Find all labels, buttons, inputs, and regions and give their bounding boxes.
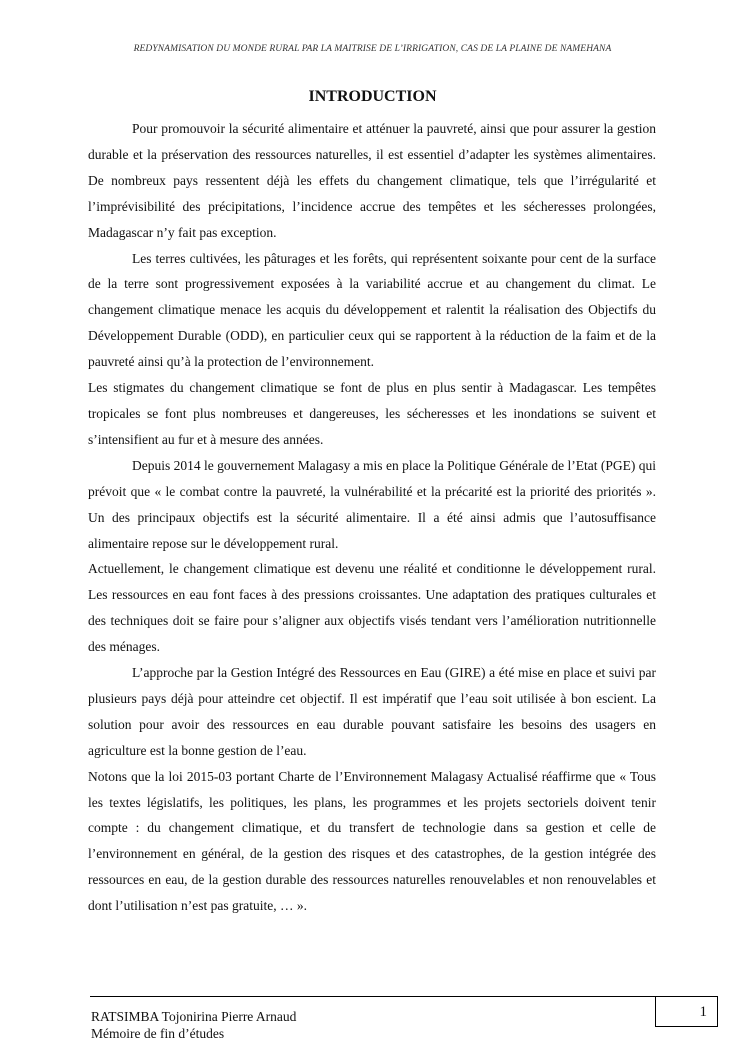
paragraph: Depuis 2014 le gouvernement Malagasy a mis en place la Politique Générale de l’Etat (PGE) qui prévoit que « le combat contre la pauvreté, la vulnérabilité et la précarité est la priorité des priorités ». Un des principaux objectifs est la sécurité alimentaire. Il a été ainsi admis que l’autosuffisance alimentaire repose sur le développement rural. (88, 457, 656, 551)
page-number: 1 (655, 996, 718, 1027)
paragraph: L’approche par la Gestion Intégré des Ressources en Eau (GIRE) a été mise en place et suivi par plusieurs pays déjà pour atteindre cet objectif. Il est impératif que l’eau soit utilisée à bon escient. La solution pour avoir des ressources en eau durable pouvant satisfaire les besoins des usagers en agriculture est la bonne gestion de l’eau. (88, 665, 656, 758)
section-title: INTRODUCTION (308, 88, 437, 105)
footer-author: RATSIMBA Tojonirina Pierre Arnaud (91, 1009, 297, 1024)
footer-document-type: Mémoire de fin d’études (91, 1026, 225, 1041)
paragraph: Les terres cultivées, les pâturages et les forêts, qui représentent soixante pour cent de la surface de la terre sont progressivement exposées à la variabilité accrue et au changement du climat. Le changement climatique menace les acquis du développement et ralentit la réalisation des Objectifs du Développement Durable (ODD), en particulier ceux qui se rapportent à la réduction de la faim et de la pauvreté ainsi qu’à la protection de l’environnement. (88, 250, 656, 370)
paragraph: Les stigmates du changement climatique se font de plus en plus sentir à Madagascar. Les tempêtes tropicales se font plus nombreuses et dangereuses, les sécheresses et les inondations se suivent et s’intensifient au fur et à mesure des années. (88, 380, 656, 447)
paragraph: Pour promouvoir la sécurité alimentaire et atténuer la pauvreté, ainsi que pour assurer la gestion durable et la préservation des ressources naturelles, il est essentiel d’adapter les systèmes alimentaires. De nombreux pays ressentent déjà les effets du changement climatique, tels que l’irrégularité et l’imprévisibilité des précipitations, l’incidence accrue des tempêtes et les sécheresses prolongées, Madagascar n’y fait pas exception. (88, 121, 656, 240)
footer-divider (90, 996, 656, 997)
running-header: REDYNAMISATION DU MONDE RURAL PAR LA MAITRISE DE L’IRRIGATION, CAS DE LA PLAINE DE NAMEHANA (133, 44, 612, 54)
body-text (88, 116, 656, 919)
paragraph: Actuellement, le changement climatique est devenu une réalité et conditionne le développement rural. Les ressources en eau font faces à des pressions croissantes. Une adaptation des pratiques culturales et des techniques doit se faire pour s’aligner aux objectifs visés tendant vers l’amélioration nutritionnelle des ménages. (88, 561, 656, 655)
paragraph: Notons que la loi 2015-03 portant Charte de l’Environnement Malagasy Actualisé réaffirme que « Tous les textes législatifs, les politiques, les plans, les programmes et les projets sectoriels doivent tenir compte : du changement climatique, et du transfert de technologie dans sa gestion et celle de l’environnement en général, de la gestion des risques et des catastrophes, de la gestion intégrée des ressources en eau, de la gestion durable des ressources naturelles renouvelables et non renouvelables et dont l’utilisation n’est pas gratuite, … ». (88, 768, 656, 914)
